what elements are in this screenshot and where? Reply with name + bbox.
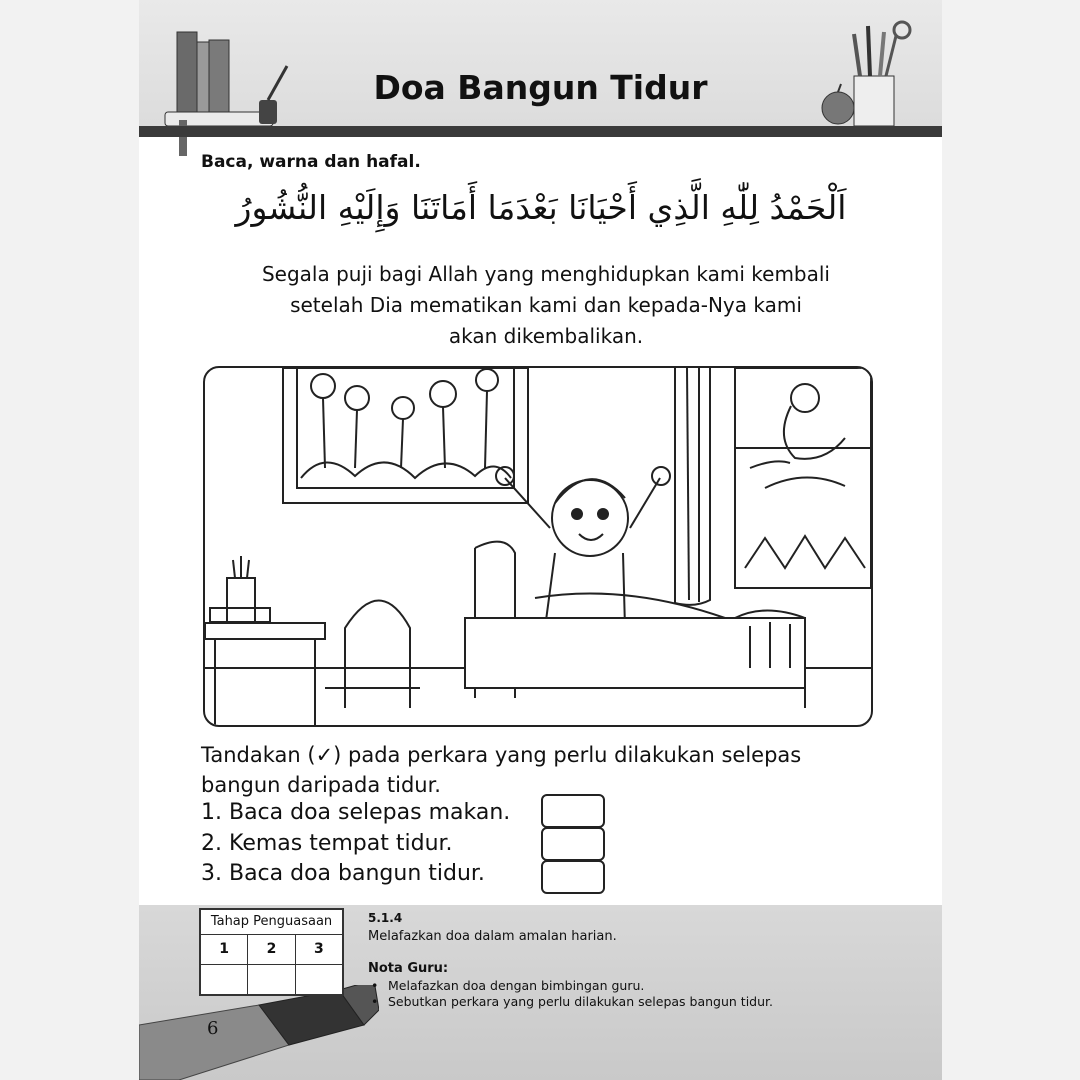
tahap-level: 1 — [201, 935, 248, 964]
tahap-penguasaan-table — [199, 908, 344, 996]
nota-guru-item: • Sebutkan perkara yang perlu dilakukan selepas bangun tidur. — [368, 994, 773, 1010]
arabic-doa-text: اَلْحَمْدُ لِلّٰهِ الَّذِي أَحْيَانَا بَعْدَمَا أَمَاتَنَا وَإِلَيْهِ النُّشُورُ — [235, 188, 847, 227]
worksheet-page — [139, 0, 942, 1080]
highlighter-icon — [139, 985, 379, 1080]
tahap-mark-cell[interactable] — [201, 965, 248, 994]
question-text — [201, 740, 881, 800]
page-number: 6 — [207, 1018, 219, 1039]
tahap-mark-row — [201, 965, 342, 994]
standard-text: Melafazkan doa dalam amalan harian. — [368, 929, 617, 944]
tick-box-1[interactable] — [541, 794, 605, 828]
tahap-level: 2 — [248, 935, 295, 964]
tahap-mark-cell[interactable] — [248, 965, 295, 994]
bedroom-illustration — [203, 366, 873, 727]
tick-box-2[interactable] — [541, 827, 605, 861]
page-title: Doa Bangun Tidur — [373, 68, 708, 107]
translation-line: setelah Dia mematikan kami dan kepada-Nya kami — [290, 293, 802, 317]
standard-code: 5.1.4 — [368, 911, 403, 925]
tick-box-3[interactable] — [541, 860, 605, 894]
instruction-text: Baca, warna dan hafal. — [201, 152, 421, 172]
tahap-mark-cell[interactable] — [296, 965, 342, 994]
tahap-title: Tahap Penguasaan — [201, 910, 342, 935]
translation-line: akan dikembalikan. — [448, 324, 644, 348]
question-line: Tandakan (✓) pada perkara yang perlu dilakukan selepas — [201, 743, 802, 767]
nota-guru-title: Nota Guru: — [368, 961, 449, 976]
scissors-icon — [894, 22, 910, 38]
option-item: 3. Baca doa bangun tidur. — [201, 861, 485, 886]
translation-text — [201, 259, 891, 352]
option-item: 2. Kemas tempat tidur. — [201, 831, 453, 856]
tahap-level-row — [201, 935, 342, 965]
translation-line: Segala puji bagi Allah yang menghidupkan kami kembali — [261, 262, 830, 286]
nota-guru-list — [368, 978, 773, 1010]
nota-guru-item: • Melafazkan doa dengan bimbingan guru. — [368, 978, 773, 994]
question-line: bangun daripada tidur. — [201, 773, 441, 797]
header-rule — [139, 126, 942, 137]
option-item: 1. Baca doa selepas makan. — [201, 800, 511, 825]
tahap-level: 3 — [313, 941, 324, 957]
